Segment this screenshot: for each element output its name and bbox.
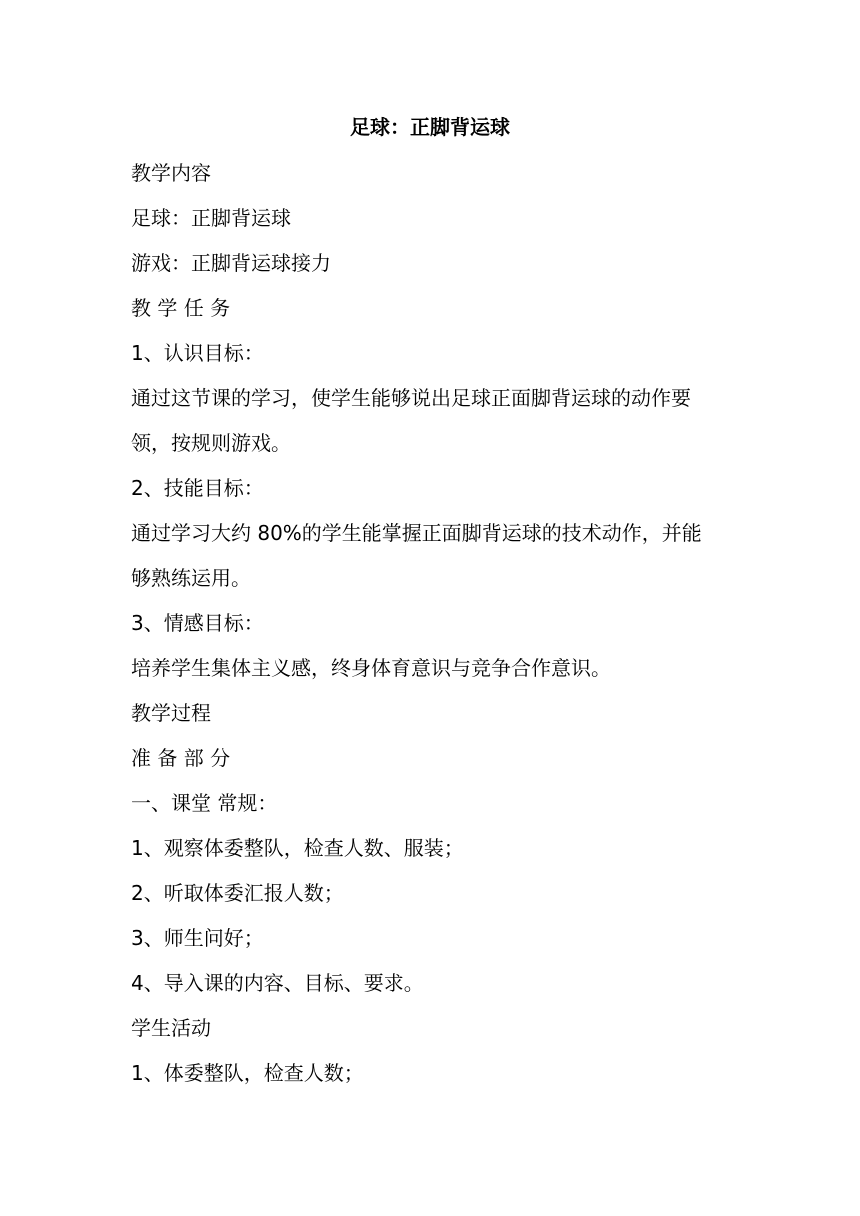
list-item: 1、体委整队，检查人数； [131,1061,364,1085]
paragraph-line: 通过这节课的学习，使学生能够说出足球正面脚背运球的动作要 [131,386,691,410]
content-line-game: 游戏：正脚背运球接力 [131,251,331,275]
section-heading-teaching-process: 教学过程 [131,701,211,725]
paragraph-line: 领，按规则游戏。 [131,431,291,455]
section-heading-teaching-content: 教学内容 [131,161,211,185]
paragraph-line: 培养学生集体主义感，终身体育意识与竞争合作意识。 [131,656,611,680]
list-item: 4、导入课的内容、目标、要求。 [131,971,424,995]
subheading-class-routine: 一、课堂 常规： [131,791,278,815]
goal-heading-cognitive: 1、认识目标： [131,341,264,365]
section-heading-student-activities: 学生活动 [131,1016,211,1040]
section-heading-preparation: 准 备 部 分 [131,746,231,770]
goal-heading-skill: 2、技能目标： [131,476,264,500]
list-item: 2、听取体委汇报人数； [131,881,344,905]
goal-heading-affective: 3、情感目标： [131,611,264,635]
document-title: 足球：正脚背运球 [350,115,510,139]
section-heading-teaching-tasks: 教 学 任 务 [131,296,231,320]
content-line-football: 足球：正脚背运球 [131,206,291,230]
paragraph-line: 够熟练运用。 [131,566,251,590]
paragraph-line: 通过学习大约 80%的学生能掌握正面脚背运球的技术动作，并能 [131,521,702,545]
list-item: 1、观察体委整队，检查人数、服装； [131,836,464,860]
list-item: 3、师生问好； [131,926,264,950]
